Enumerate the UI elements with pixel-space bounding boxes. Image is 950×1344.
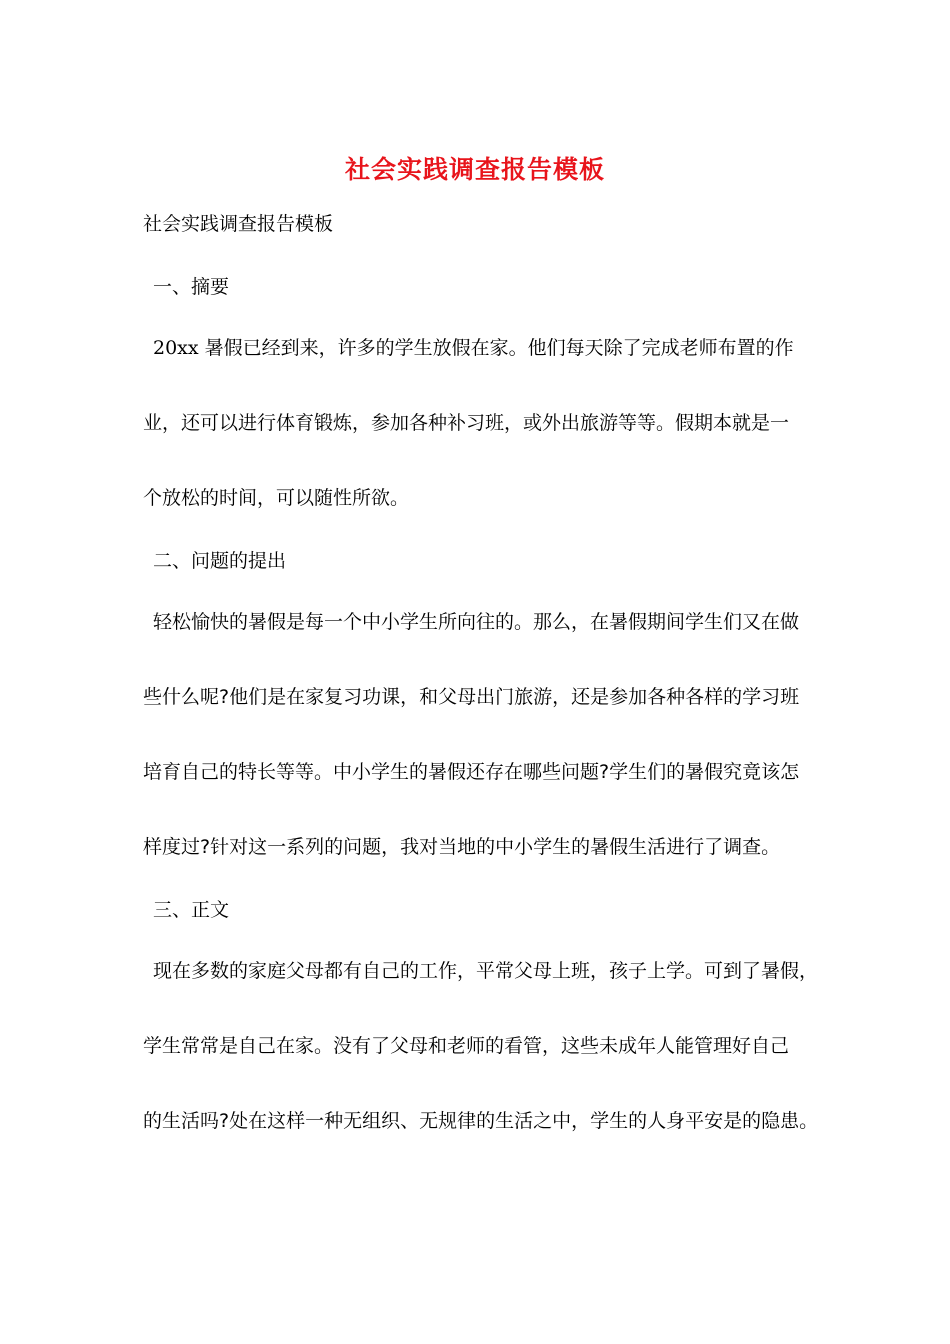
paragraph-line: 20xx 暑假已经到来，许多的学生放假在家。他们每天除了完成老师布置的作: [153, 337, 794, 359]
paragraph-line: 的生活吗?处在这样一种无组织、无规律的生活之中，学生的人身平安是的隐患。: [143, 1110, 819, 1132]
paragraph-line: 学生常常是自己在家。没有了父母和老师的看管，这些未成年人能管理好自己: [143, 1035, 790, 1057]
paragraph-line: 现在多数的家庭父母都有自己的工作，平常父母上班，孩子上学。可到了暑假，: [153, 960, 819, 982]
document-subtitle: 社会实践调查报告模板: [143, 213, 334, 235]
paragraph-line: 业，还可以进行体育锻炼，参加各种补习班，或外出旅游等等。假期本就是一: [143, 412, 790, 434]
section-heading-abstract: 一、摘要: [153, 276, 230, 298]
paragraph-line: 些什么呢?他们是在家复习功课，和父母出门旅游，还是参加各种各样的学习班: [143, 686, 800, 708]
paragraph-line: 样度过?针对这一系列的问题，我对当地的中小学生的暑假生活进行了调查。: [143, 836, 781, 858]
paragraph-line: 个放松的时间，可以随性所欲。: [143, 487, 410, 509]
section-heading-problem: 二、问题的提出: [153, 550, 287, 572]
section-heading-body: 三、正文: [153, 899, 230, 921]
paragraph-line: 培育自己的特长等等。中小学生的暑假还存在哪些问题?学生们的暑假究竟该怎: [143, 761, 800, 783]
document-title: 社会实践调查报告模板: [344, 155, 605, 184]
paragraph-line: 轻松愉快的暑假是每一个中小学生所向往的。那么，在暑假期间学生们又在做: [153, 611, 800, 633]
